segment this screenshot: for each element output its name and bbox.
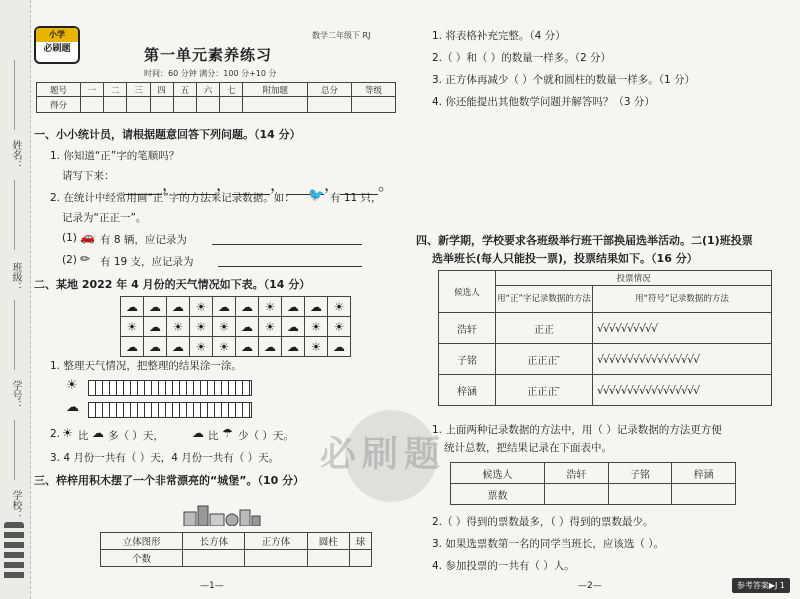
vote-sub-symbol: 用“符号”记录数据的方法	[593, 286, 772, 313]
score-header-cell: 五	[173, 83, 196, 97]
block-castle-icon	[182, 500, 262, 526]
zheng-tally: 正正	[496, 313, 593, 344]
table-row	[439, 313, 772, 344]
time-line: 时间：60 分钟 满分：100 分+10 分	[144, 69, 277, 78]
weather-icon: ☀	[190, 317, 213, 337]
s4-q1-line1: 1. 上面两种记录数据的方法中，用（ ）记录数据的方法更方便	[432, 424, 722, 436]
divider	[14, 180, 15, 250]
castle-count-cell[interactable]	[349, 550, 371, 567]
weather-icon: ☁	[282, 297, 305, 317]
s1-q2-line2: 记录为“正正一”。	[62, 212, 147, 224]
weather-icon: ☀	[167, 317, 190, 337]
weather-icon: ☀	[305, 317, 328, 337]
weather-icon: ☁	[259, 337, 282, 357]
r-q3: 3. 正方体再减少（ ）个就和圆柱的数量一样多。（1 分）	[432, 74, 695, 86]
castle-shape-table	[100, 532, 372, 567]
weather-icon: ☀	[328, 317, 351, 337]
vote-col-group: 投票情况	[496, 271, 772, 286]
result-header-cell: 梓涵	[672, 463, 736, 484]
s1-q2b-num: (2)	[62, 254, 77, 266]
r-q2: 2.（ ）和（ ）的数量一样多。（2 分）	[432, 52, 611, 64]
s1-q2a-text: 有 8 辆，应记录为	[100, 234, 187, 246]
score-header-cell: 等级	[351, 83, 395, 97]
result-count-cell[interactable]	[544, 484, 608, 505]
castle-row-label: 个数	[101, 550, 183, 567]
score-header-cell: 题号	[37, 83, 81, 97]
answer-key-tag: 参考答案▶J 1	[732, 578, 790, 593]
s1-q1: 1. 你知道“正”字的笔顺吗？	[50, 150, 180, 162]
binding-dots-icon	[4, 522, 24, 582]
s1-q2a-num: (1)	[62, 232, 77, 244]
s2-q2-num: 2.	[50, 428, 61, 440]
sun-icon: ☀	[62, 426, 73, 440]
weather-icon: ☁	[144, 297, 167, 317]
zheng-tally: 正正正 ̄	[496, 344, 593, 375]
divider	[14, 420, 15, 480]
s1-q1-sub: 请写下来：	[62, 170, 115, 182]
score-input-cell[interactable]	[351, 97, 395, 113]
divider	[14, 300, 15, 370]
castle-header-cell: 长方体	[183, 533, 245, 550]
weather-icon: ☁	[144, 317, 167, 337]
score-input-cell[interactable]	[80, 97, 103, 113]
section1-heading: 一、小小统计员，请根据题意回答下列问题。（14 分）	[34, 128, 301, 141]
weather-row	[121, 297, 351, 317]
class-label: 班级：	[10, 262, 21, 292]
castle-count-cell[interactable]	[183, 550, 245, 567]
result-header-cell: 浩轩	[544, 463, 608, 484]
s4-q2: 2.（ ）得到的票数最多，（ ）得到的票数最少。	[432, 516, 654, 528]
s4-q3: 3. 如果选票数第一名的同学当班长，应该选（ ）。	[432, 538, 664, 550]
cloud-icon: ☁	[92, 426, 104, 440]
weather-icon: ☀	[259, 317, 282, 337]
section4-heading-2: 选举班长(每人只能投一票)，投票结果如下。（16 分）	[432, 252, 698, 265]
q2b-answer-blank[interactable]	[218, 256, 362, 267]
weather-icon: ☁	[282, 337, 305, 357]
s2-q2-more: 多（ ）天，	[108, 430, 164, 442]
candidate-name: 梓涵	[439, 375, 496, 406]
section3-heading: 三、梓梓用积木摆了一个非常漂亮的“城堡”。（10 分）	[34, 474, 305, 487]
s2-q2-bi1: 比	[78, 430, 89, 442]
check-tally: √√√√√√√√√√√√√√√√√	[593, 344, 772, 375]
section2-heading: 二、某地 2022 年 4 月份的天气情况如下表。（14 分）	[34, 278, 311, 291]
score-header-cell: 一	[80, 83, 103, 97]
candidate-name: 子铭	[439, 344, 496, 375]
id-label: 学号：	[10, 380, 21, 410]
score-input-cell[interactable]	[104, 97, 127, 113]
score-header-cell: 附加题	[243, 83, 308, 97]
left-page	[32, 0, 398, 599]
vote-result-table	[450, 462, 736, 505]
zheng-tally: 正正正 ̄	[496, 375, 593, 406]
score-input-cell[interactable]	[150, 97, 173, 113]
weather-icon: ☁	[213, 297, 236, 317]
weather-icon: ☀	[305, 337, 328, 357]
score-input-cell[interactable]	[308, 97, 352, 113]
castle-count-cell[interactable]	[307, 550, 349, 567]
result-row-label: 票数	[451, 484, 545, 505]
check-tally: √√√√√√√√√√√√√√√√√	[593, 375, 772, 406]
weather-icon: ☀	[190, 337, 213, 357]
s2-q2-bi2: 比	[208, 430, 219, 442]
score-header-cell: 三	[127, 83, 150, 97]
weather-icon: ☁	[144, 337, 167, 357]
castle-header-cell: 立体图形	[101, 533, 183, 550]
weather-icon: ☀	[213, 337, 236, 357]
weather-icon: ☀	[328, 297, 351, 317]
s2-q3: 3. 4 月份一共有（ ）天，4 月份一共有（ ）天。	[50, 452, 280, 464]
sun-icon: ☀	[66, 378, 78, 393]
vote-col-candidate: 候选人	[439, 271, 496, 313]
table-row	[439, 344, 772, 375]
r-q1: 1. 将表格补充完整。（4 分）	[432, 30, 566, 42]
sunny-color-bar[interactable]	[88, 380, 252, 396]
weather-icon: ☀	[190, 297, 213, 317]
castle-header-cell: 正方体	[245, 533, 307, 550]
brand-logo: 小学 必刷题	[34, 26, 80, 64]
q2a-answer-blank[interactable]	[212, 234, 362, 245]
divider	[14, 60, 15, 130]
s2-q1: 1. 整理天气情况，把整理的结果涂一涂。	[50, 360, 242, 372]
stroke-order-blanks[interactable]: ， ， ， ， 。	[124, 172, 394, 195]
score-input-cell[interactable]	[196, 97, 219, 113]
subject-label: 数学二年级下 RJ	[312, 31, 371, 40]
weather-icon: ☁	[305, 297, 328, 317]
cloud-icon: ☁	[192, 426, 204, 440]
weather-icon: ☁	[282, 317, 305, 337]
weather-icon: ☁	[236, 297, 259, 317]
weather-icon: ☁	[167, 297, 190, 317]
section4-heading-1: 四、新学期，学校要求各班级举行班干部换届选举活动。二(1)班投票	[416, 234, 753, 247]
castle-header-cell: 圆柱	[307, 533, 349, 550]
weather-icon: ☀	[213, 317, 236, 337]
s2-q2-less: 少（ ）天。	[238, 430, 294, 442]
weather-grid	[120, 296, 351, 357]
r-q4: 4. 你还能提出其他数学问题并解答吗？（3 分）	[432, 96, 655, 108]
score-input-cell[interactable]	[127, 97, 150, 113]
score-row-label: 得分	[37, 97, 81, 113]
score-table	[36, 82, 396, 113]
score-input-cell[interactable]	[243, 97, 308, 113]
score-input-cell[interactable]	[173, 97, 196, 113]
check-tally: √√√√√√√√√√	[593, 313, 772, 344]
cloudy-color-bar[interactable]	[88, 402, 252, 418]
page-number-right: —2—	[578, 581, 602, 591]
score-input-cell[interactable]	[220, 97, 243, 113]
score-header-cell: 四	[150, 83, 173, 97]
result-header-cell: 候选人	[451, 463, 545, 484]
castle-header-cell: 球	[349, 533, 371, 550]
weather-row	[121, 317, 351, 337]
score-header-cell: 二	[104, 83, 127, 97]
result-count-cell[interactable]	[608, 484, 672, 505]
s1-q2-tail: 有 11 只，	[330, 192, 382, 204]
car-icon: 🚗	[80, 230, 95, 244]
result-count-cell[interactable]	[672, 484, 736, 505]
pencil-icon: ✏	[80, 252, 91, 266]
weather-icon: ☁	[328, 337, 351, 357]
binding-margin	[0, 0, 31, 599]
page-number-left: —1—	[200, 581, 224, 591]
table-row	[439, 375, 772, 406]
s4-q1-line2: 统计总数，把结果记录在下面表中。	[444, 442, 612, 454]
right-page	[410, 0, 796, 599]
page-title: 第一单元素养练习	[144, 46, 273, 64]
vote-table	[438, 270, 772, 406]
watermark-text: 必刷题	[320, 434, 447, 475]
s4-q4: 4. 参加投票的一共有（ ）人。	[432, 560, 575, 572]
weather-icon: ☀	[121, 317, 144, 337]
bird-icon: 🐦	[308, 188, 325, 203]
result-header-cell: 子铭	[608, 463, 672, 484]
score-header-cell: 总分	[308, 83, 352, 97]
weather-icon: ☁	[236, 317, 259, 337]
s1-q2: 2. 在统计中经常用画“正”字的方法来记录数据。如：	[50, 192, 295, 204]
score-header-cell: 六	[196, 83, 219, 97]
weather-icon: ☀	[259, 297, 282, 317]
weather-icon: ☁	[121, 337, 144, 357]
weather-icon: ☁	[167, 337, 190, 357]
castle-count-cell[interactable]	[245, 550, 307, 567]
candidate-name: 浩轩	[439, 313, 496, 344]
school-label: 学校：	[10, 490, 21, 520]
weather-row	[121, 337, 351, 357]
score-header-cell: 七	[220, 83, 243, 97]
vote-sub-zheng: 用“正”字记录数据的方法	[496, 286, 593, 313]
weather-icon: ☁	[236, 337, 259, 357]
cloud-rain-icon: ☁	[66, 400, 79, 415]
weather-icon: ☁	[121, 297, 144, 317]
name-label: 姓名：	[10, 140, 21, 170]
cloud-rain-icon: ☂	[222, 426, 233, 440]
s1-q2b-text: 有 19 支，应记录为	[100, 256, 194, 268]
